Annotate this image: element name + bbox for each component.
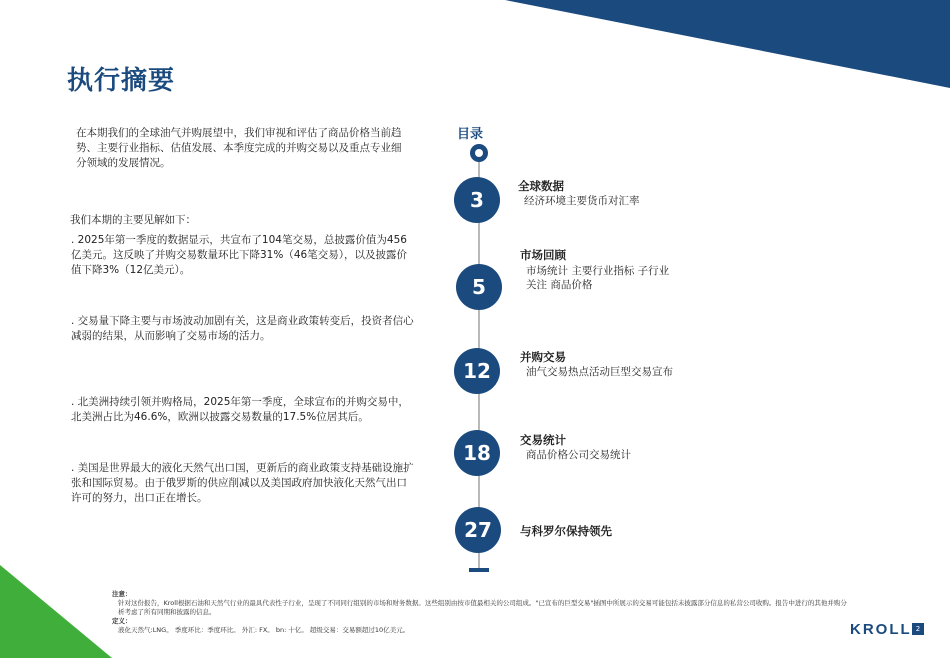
toc-page-circle-4[interactable]: 18	[454, 430, 500, 476]
toc-sub-3: 油气交易热点活动巨型交易宣布	[526, 366, 673, 378]
toc-page-circle-2[interactable]: 5	[456, 264, 502, 310]
notes-text: 针对这份报告，Kroll根据石油和天然气行业的最具代表性子行业，呈现了不同同行组别的市场和财务数据。这些组别由按市值最相关的公司组成。"已宣布的巨型交易"插图中所展示的交易可能包括未披露部分信息的私营公司收购。报告中进行的其他并购分析考虑了所有同期和披露的信息。	[118, 599, 847, 616]
page-title: 执行摘要	[67, 66, 176, 96]
footnotes	[112, 590, 848, 635]
toc-heading-1[interactable]: 全球数据	[518, 179, 564, 193]
insights-lead: 我们本期的主要见解如下：	[70, 214, 196, 226]
toc-heading-5[interactable]: 与科罗尔保持领先	[520, 524, 612, 538]
toc-page-circle-3[interactable]: 12	[454, 348, 500, 394]
toc-sub-2: 市场统计 主要行业指标 子行业关注 商品价格	[526, 265, 670, 291]
toc-start-dot-icon	[470, 144, 488, 162]
insight-bullet-4: . 美国是世界最大的液化天然气出口国，更新后的商业政策支持基础设施扩张和国际贸易。由于俄罗斯的供应削减以及美国政府加快液化天然气出口许可的努力，出口正在增长。	[71, 462, 414, 504]
page-number-badge: 2	[912, 623, 924, 635]
definitions-text: 液化天然气:LNG。 季度环比：季度环比。 外汇: FX。 bn: 十亿。 超级交易：交易额超过10亿美元。	[118, 626, 410, 634]
toc-page-circle-1[interactable]: 3	[454, 177, 500, 223]
insight-bullet-1: . 2025年第一季度的数据显示，共宣布了104笔交易，总披露价值为456亿美元。这反映了并购交易数量环比下降31%（46笔交易），以及披露价值下降3%（12亿美元）。	[71, 234, 407, 276]
toc-heading-3[interactable]: 并购交易	[520, 350, 566, 364]
toc-page-circle-5[interactable]: 27	[455, 507, 501, 553]
insight-bullet-3: . 北美洲持续引领并购格局，2025年第一季度，全球宣布的并购交易中，北美洲占比为46.6%，欧洲以披露交易数量的17.5%位居其后。	[71, 396, 409, 423]
kroll-logo: KROLL	[850, 621, 912, 638]
definitions-label: 定义：	[112, 617, 132, 625]
insight-bullet-2: . 交易量下降主要与市场波动加剧有关，这是商业政策转变后，投资者信心减弱的结果，从而影响了交易市场的活力。	[71, 315, 414, 342]
toc-heading-2[interactable]: 市场回顾	[520, 248, 566, 262]
notes-label: 注意：	[112, 590, 132, 598]
intro-paragraph: 在本期我们的全球油气并购展望中，我们审视和评估了商品价格当前趋势、主要行业指标、估值发展、本季度完成的并购交易以及重点专业细分领域的发展情况。	[76, 127, 402, 169]
toc-end-marker	[469, 568, 489, 572]
toc-sub-1: 经济环境主要货币对汇率	[524, 195, 640, 207]
toc-sub-4: 商品价格公司交易统计	[526, 449, 631, 461]
toc-heading-4[interactable]: 交易统计	[520, 433, 566, 447]
toc-title: 目录	[457, 127, 484, 142]
